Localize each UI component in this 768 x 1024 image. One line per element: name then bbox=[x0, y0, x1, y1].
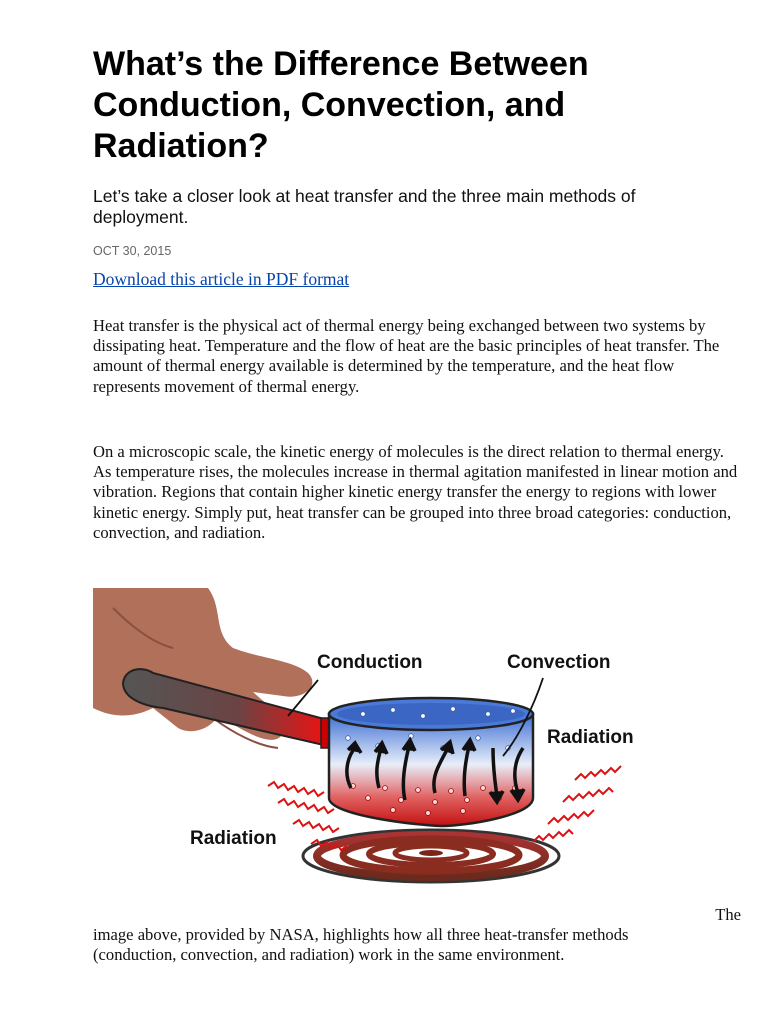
stove-burner bbox=[303, 830, 559, 882]
body-paragraph-1: Heat transfer is the physical act of thermal energy being exchanged between two systems by dissipating heat. Temperature and the flow of heat are the basic principles of heat transfer. The amount of thermal energy available is determined by the temperature, and the heat flow represents movement of thermal energy. bbox=[93, 316, 720, 396]
publish-date: OCT 30, 2015 bbox=[93, 244, 172, 258]
body-paragraph-2: On a microscopic scale, the kinetic energy of molecules is the direct relation to thermal energy. As temperature rises, the molecules increase in thermal agitation manifested in linear motion and vibration. Regions that contain higher kinetic energy transfer the energy to regions with lower kinetic energy. Simply put, heat transfer can be grouped into three broad categories: conduction, convection, and radiation. bbox=[93, 442, 738, 542]
label-radiation-right: Radiation bbox=[547, 727, 634, 748]
pot bbox=[329, 698, 533, 826]
download-pdf-link[interactable]: Download this article in PDF format bbox=[93, 269, 350, 289]
figure-caption-first-word: The bbox=[715, 905, 741, 924]
label-radiation-left: Radiation bbox=[190, 828, 277, 849]
figure-caption: image above, provided by NASA, highlights how all three heat-transfer methods (conduction, convection, and radiation) work in the same environment. bbox=[93, 925, 629, 965]
label-conduction: Conduction bbox=[317, 652, 423, 673]
heat-transfer-illustration bbox=[93, 588, 653, 908]
label-convection: Convection bbox=[507, 652, 611, 673]
article-subtitle: Let’s take a closer look at heat transfer and the three main methods of deployment. bbox=[93, 186, 636, 227]
article-title: What’s the Difference Between Conduction, Convection, and Radiation? bbox=[93, 45, 589, 165]
